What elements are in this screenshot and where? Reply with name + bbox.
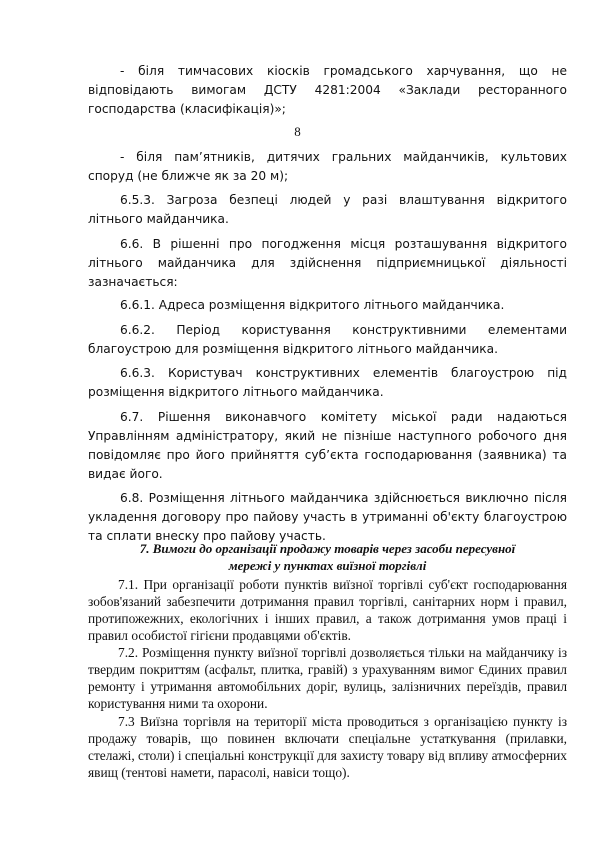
paragraph-7-1: 7.1. При організації роботи пунктів виїзної торгівлі суб'єкт господарювання зобов'язаний забезпечити дотримання правил торгівлі, санітарних норм і правил, протипожежних, екологічних і інших правил, а також дотримання умов праці і правил особистої гігієни продавцями об'єктів. [88,577,567,643]
paragraph-kiosks-rest: відповідають вимогам ДСТУ 4281:2004 «Заклади ресторанного господарства (класифікація)»; [88,83,567,116]
paragraph-kiosks [88,62,567,119]
paragraph-6-5-3: 6.5.3. Загроза безпеці людей у разі влаштування відкритого літнього майданчика. [88,193,567,226]
paragraph-6-7: 6.7. Рішення виконавчого комітету міської ради надаються Управлінням адміністратору, який не пізніше наступного робочого дня повідомляє про його прийняття суб’єкта господарювання (заявника) та видає його. [88,410,567,481]
section-7-heading-line1: 7. Вимоги до організації продажу товарів через засоби пересувної [139,541,516,556]
paragraph-6-6: 6.6. В рішенні про погодження місця розташування відкритого літнього майданчика для здійснення підприємницької діяльності зазначається: [88,237,567,289]
paragraph-6-6-3: 6.6.3. Користувач конструктивних елементів благоустрою під розміщення відкритого літнього майданчика. [88,366,567,399]
paragraph-7-3: 7.3 Виїзна торгівля на території міста проводиться з організацією пункту із продажу товарів, що повинен включати спеціальне устаткування (прилавки, стелажі, столи) і спеціальні конструкції для захисту товару від впливу атмосферних явищ (тентові намети, парасолі, навіси тощо). [88,714,567,780]
paragraph-6-8: 6.8. Розміщення літнього майданчика здійснюється виключно після укладення договору про пайову участь в утриманні об'єкту благоустрою та сплати внеску про пайову участь. [88,491,567,543]
section-7-heading [88,540,567,574]
paragraph-7-2: 7.2. Розміщення пункту виїзної торгівлі дозволяється тільки на майданчику із твердим покриттям (асфальт, плитка, гравій) з урахуванням вимог Єдиних правил ремонту і утримання автомобільних доріг, вулиць, залізничних переїздів, правил користування ними та охорони. [88,645,567,711]
page-number: 8 [294,124,301,139]
paragraph-kiosks-line1: - біля тимчасових кіосків громадського харчування, що не [120,64,567,78]
paragraph-6-6-1: 6.6.1. Адреса розміщення відкритого літнього майданчика. [120,298,505,312]
paragraph-monuments: - біля пам’ятників, дитячих гральних майданчиків, культових споруд (не ближче як за 20 м); [88,150,567,183]
paragraph-6-6-2: 6.6.2. Період користування конструктивними елементами благоустрою для розміщення відкритого літнього майданчика. [88,323,567,356]
section-7-heading-line2: мережі у пунктах виїзної торгівлі [228,558,427,573]
